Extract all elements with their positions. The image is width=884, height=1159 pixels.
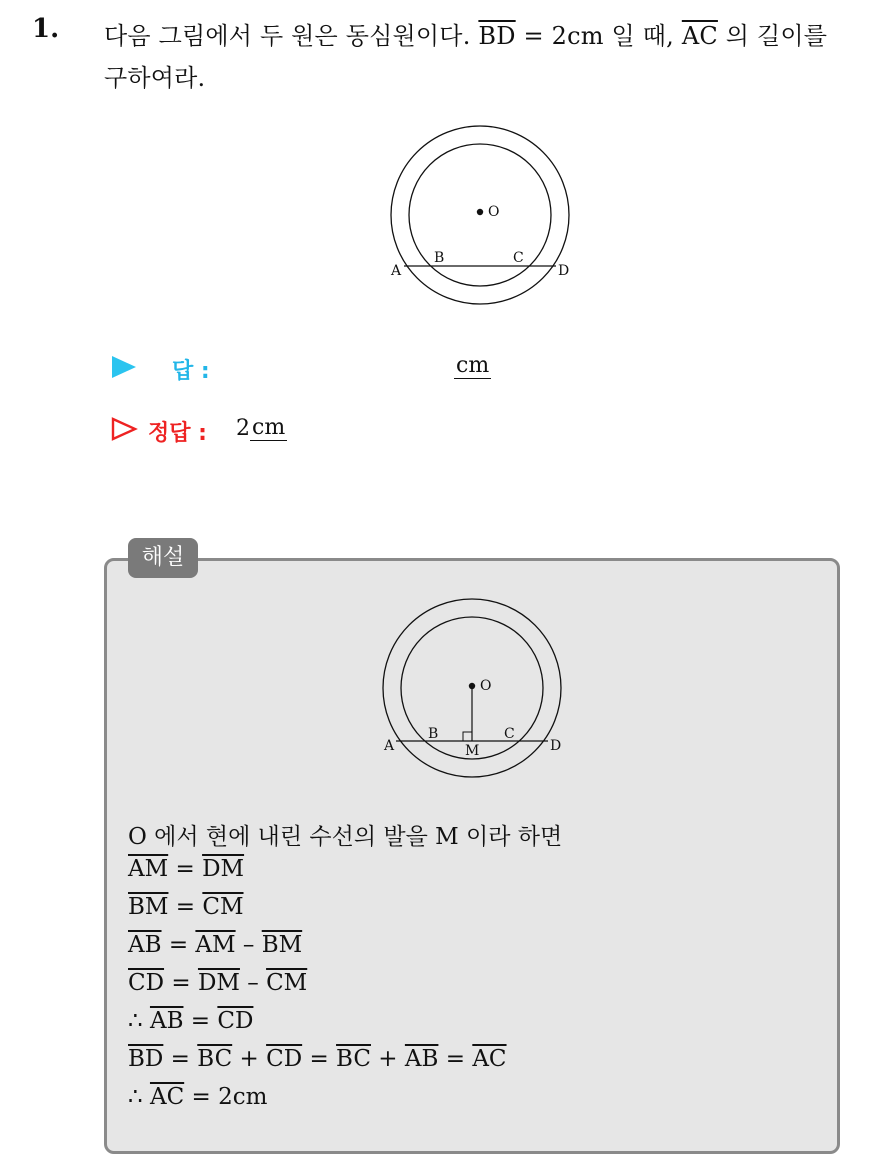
solution-line [128,894,244,920]
answer-arrow-icon [110,354,140,380]
segment: $\overline{CD}$ [266,1046,303,1072]
segment-bd: $\overline{BD}$ [478,22,516,50]
operator: = 2cm [184,1084,268,1110]
question-given: = 2cm 일 때, [523,22,674,50]
operator: ∴ [128,1008,150,1034]
segment: $\overline{BC}$ [336,1046,371,1072]
segment-ac: $\overline{AC}$ [681,22,718,50]
answer-label: 답 : [172,359,210,384]
operator: = [161,932,196,958]
question-text: 다음 그림에서 두 원은 동심원이다. [104,22,471,50]
sol-label-a: A [384,738,395,754]
correct-arrow-icon [110,416,140,442]
sol-label-o: O [480,678,492,694]
label-d: D [558,263,570,279]
sol-label-c: C [504,726,515,742]
sol-label-m: M [465,743,480,759]
sol-label-b: B [428,726,439,742]
solution-line [128,970,307,996]
label-c: C [513,250,524,266]
answer-unit[interactable]: cm [456,353,490,378]
segment: $\overline{BM}$ [261,932,303,958]
segment: $\overline{AB}$ [128,932,162,958]
operator: = [168,856,203,882]
segment: $\overline{DM}$ [197,970,240,996]
question-line-2: 구하여라. [104,64,206,92]
operator: + [370,1046,405,1072]
question-number: 1. [32,14,60,44]
segment: $\overline{AB}$ [149,1008,184,1034]
segment: $\overline{DM}$ [202,856,245,882]
operator: = [302,1046,337,1072]
segment: $\overline{AB}$ [404,1046,439,1072]
correct-value: 2 [236,416,250,441]
operator: – [235,932,262,958]
solution-line [128,932,302,958]
operator: + [232,1046,267,1072]
question-line-1 [104,16,827,51]
operator: = [163,1046,198,1072]
segment: $\overline{AM}$ [195,932,236,958]
operator: = [438,1046,473,1072]
operator: ∴ [128,1084,150,1110]
segment: $\overline{AM}$ [128,856,169,882]
segment: $\overline{CD}$ [217,1008,254,1034]
segment: $\overline{AC}$ [149,1084,185,1110]
concentric-circles-figure [380,115,590,315]
segment: $\overline{BM}$ [128,894,169,920]
segment: $\overline{CD}$ [128,970,165,996]
correct-unit: cm [252,415,286,440]
solution-line [128,1008,253,1034]
segment: $\overline{CM}$ [266,970,308,996]
label-b: B [434,250,445,266]
segment: $\overline{BC}$ [197,1046,233,1072]
solution-line [128,1084,267,1110]
solution-intro: O 에서 현에 내린 수선의 발을 M 이라 하면 [128,824,563,850]
solution-line [128,856,244,882]
segment: $\overline{BD}$ [128,1046,164,1072]
operator: – [239,970,267,996]
question-text-end: 의 길이를 [725,22,828,50]
solution-line [128,1046,507,1072]
operator: = [164,970,198,996]
sol-label-d: D [550,738,562,754]
operator: = [168,894,203,920]
solution-figure [372,592,572,792]
label-a: A [391,263,402,279]
solution-tab: 해설 [128,538,198,578]
label-o: O [488,204,500,220]
segment: $\overline{AC}$ [472,1046,507,1072]
segment: $\overline{CM}$ [202,894,244,920]
operator: = [183,1008,218,1034]
correct-label: 정답 : [148,421,207,446]
